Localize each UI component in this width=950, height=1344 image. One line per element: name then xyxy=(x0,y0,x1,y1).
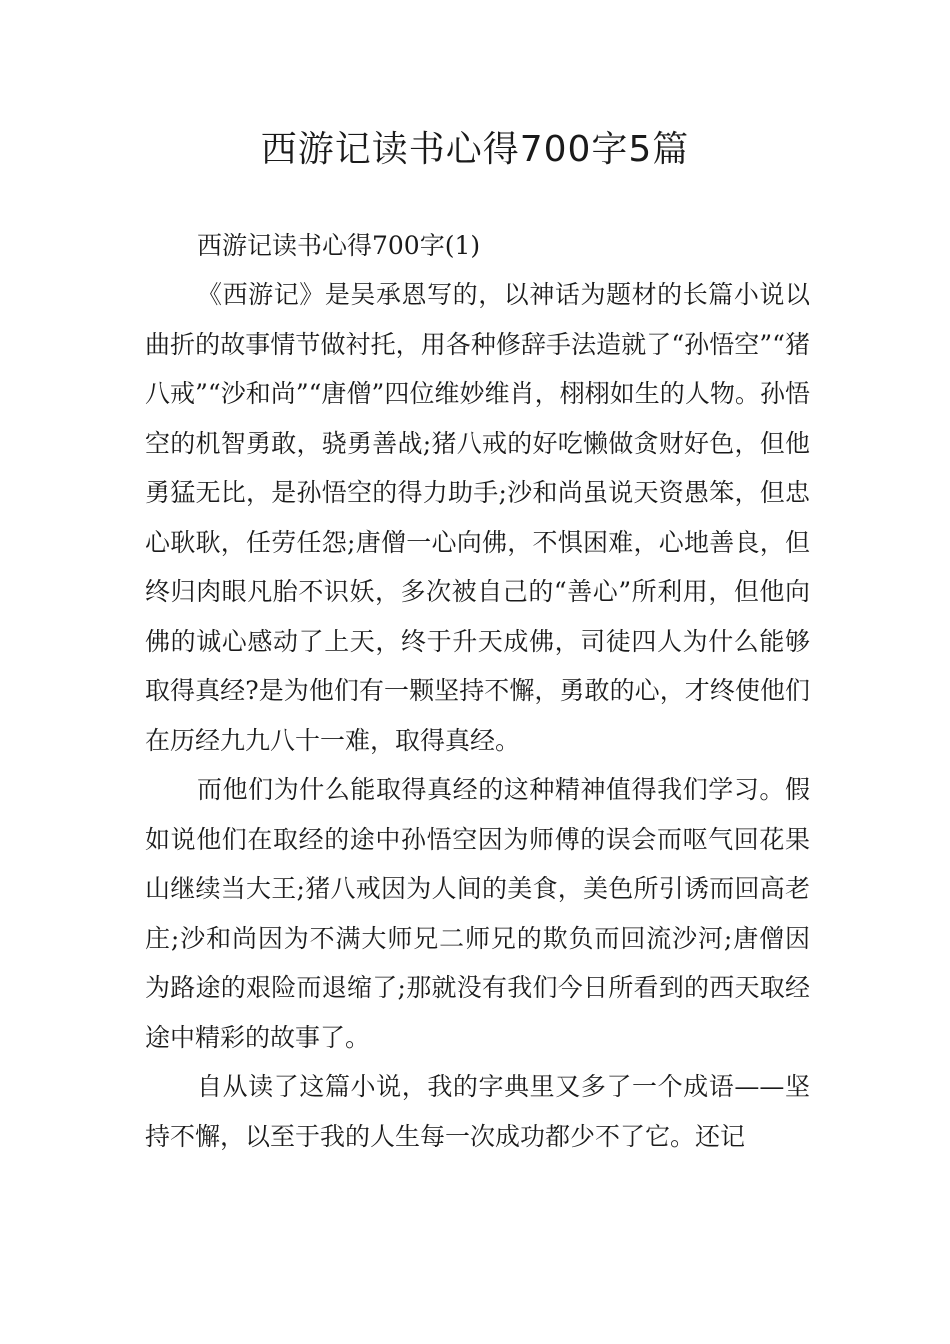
document-title: 西游记读书心得700字5篇 xyxy=(260,129,690,170)
section-heading: 西游记读书心得700字(1) xyxy=(197,231,481,260)
document-body xyxy=(145,222,810,1161)
paragraph-3: 自从读了这篇小说，我的字典里又多了一个成语——坚持不懈，以至于我的人生每一次成功都少不了它。还记 xyxy=(145,1072,810,1151)
paragraph-1: 《西游记》是吴承恩写的，以神话为题材的长篇小说以曲折的故事情节做衬托，用各种修辞手法造就了“孙悟空”“猪八戒”“沙和尚”“唐僧”四位维妙维肖，栩栩如生的人物。孙悟空的机智勇敢，骁勇善战;猪八戒的好吃懒做贪财好色，但他勇猛无比，是孙悟空的得力助手;沙和尚虽说天资愚笨，但忠心耿耿，任劳任怨;唐僧一心向佛，不惧困难，心地善良，但终归肉眼凡胎不识妖，多次被自己的“善心”所利用，但他向佛的诚心感动了上天，终于升天成佛，司徒四人为什么能够取得真经?是为他们有一颗坚持不懈，勇敢的心，才终使他们在历经九九八十一难，取得真经。 xyxy=(145,280,810,755)
paragraph-2: 而他们为什么能取得真经的这种精神值得我们学习。假如说他们在取经的途中孙悟空因为师傅的误会而呕气回花果山继续当大王;猪八戒因为人间的美食，美色所引诱而回高老庄;沙和尚因为不满大师兄二师兄的欺负而回流沙河;唐僧因为路途的艰险而退缩了;那就没有我们今日所看到的西天取经途中精彩的故事了。 xyxy=(145,775,810,1052)
